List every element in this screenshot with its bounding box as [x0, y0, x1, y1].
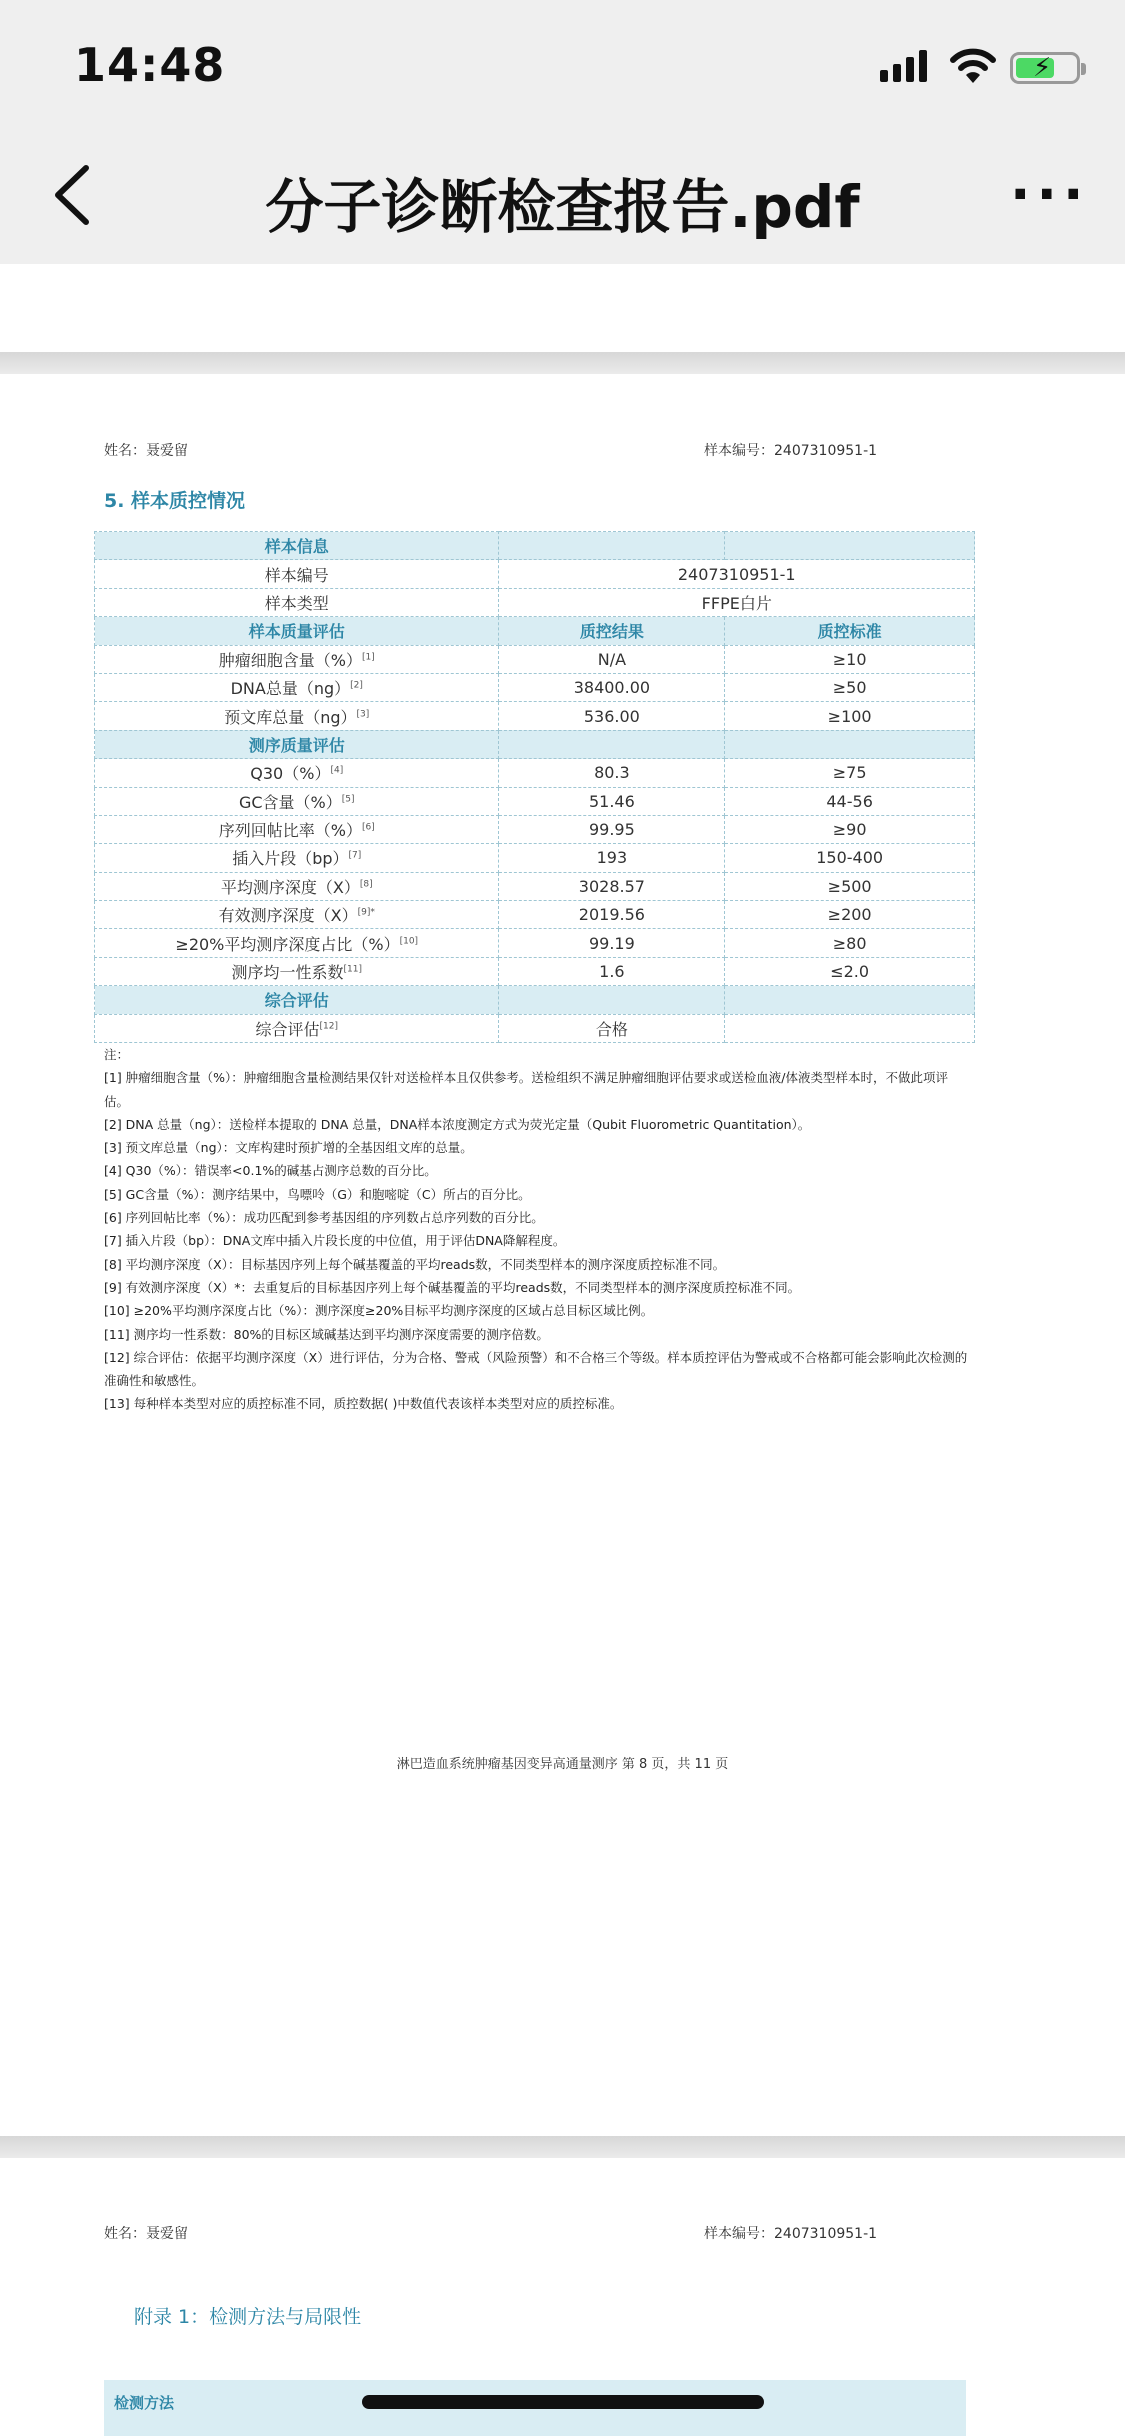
home-indicator[interactable]: [362, 2395, 764, 2409]
note-line: [3] 预文库总量（ng）：文库构建时预扩增的全基因组文库的总量。: [104, 1140, 473, 1156]
table-cell: 2407310951-1: [499, 560, 975, 588]
note-line: [12] 综合评估：依据平均测序深度（X）进行评估，分为合格、警戒（风险预警）和不合格三个等级。样本质控评估为警戒或不合格都可能会影响此次检测的准确性和敏感性。: [104, 1349, 968, 1389]
note-line: [6] 序列回帖比率（%）：成功匹配到参考基因组的序列数占总序列数的百分比。: [104, 1210, 544, 1226]
note-line: [11] 测序均一性系数：80%的目标区域碱基达到平均测序深度需要的测序倍数。: [104, 1326, 549, 1342]
table-cell: 质控标准: [725, 617, 975, 645]
table-cell: ≥100: [725, 702, 975, 730]
table-cell: Q30（%）[4]: [95, 759, 499, 787]
reference-mark: [6]: [361, 822, 375, 833]
page-footer: 淋巴造血系统肿瘤基因变异高通量测序 第 8 页，共 11 页: [396, 1757, 729, 1772]
table-cell: 综合评估[12]: [95, 1014, 499, 1042]
table-cell: [725, 986, 975, 1014]
table-cell: 51.46: [499, 787, 725, 815]
reference-mark: [7]: [348, 851, 362, 862]
table-cell: N/A: [499, 645, 725, 673]
table-cell: [725, 532, 975, 560]
table-row: [95, 617, 975, 645]
table-cell: 1.6: [499, 957, 725, 985]
note-line: [8] 平均测序深度（X）：目标基因序列上每个碱基覆盖的平均reads数，不同类型样本的测序深度质控标准不同。: [104, 1256, 726, 1272]
table-cell: ≥200: [725, 901, 975, 929]
table-row: [95, 702, 975, 730]
table-cell: ≥20%平均测序深度占比（%）[10]: [95, 929, 499, 957]
note-line: [7] 插入片段（bp）：DNA文库中插入片段长度的中位值，用于评估DNA降解程度。: [104, 1233, 566, 1249]
table-row: [95, 532, 975, 560]
table-cell: FFPE白片: [499, 588, 975, 616]
note-line: [13] 每种样本类型对应的质控标准不同，质控数据( )中数值代表该样本类型对应的质控标准。: [104, 1396, 623, 1412]
table-cell: 样本类型: [95, 588, 499, 616]
table-row: [95, 588, 975, 616]
table-row: [95, 986, 975, 1014]
table-cell: ≥80: [725, 929, 975, 957]
table-cell: DNA总量（ng）[2]: [95, 673, 499, 701]
status-time: 14:48: [74, 38, 226, 92]
table-row: [95, 787, 975, 815]
table-cell: ≤2.0: [725, 957, 975, 985]
table-cell: 44-56: [725, 787, 975, 815]
table-cell: 测序均一性系数[11]: [95, 957, 499, 985]
method-label: 检测方法: [114, 2394, 175, 2412]
table-cell: 插入片段（bp）[7]: [95, 844, 499, 872]
table-cell: [725, 1014, 975, 1042]
cellular-signal-icon: [880, 50, 927, 82]
reference-mark: [9]*: [357, 907, 375, 918]
table-cell: ≥50: [725, 673, 975, 701]
note-line: [1] 肿瘤细胞含量（%）：肿瘤细胞含量检测结果仅针对送检样本且仅供参考。送检组织不满足肿瘤细胞评估要求或送检血液/体液类型样本时，不做此项评估。: [104, 1070, 949, 1109]
reference-mark: [12]: [319, 1021, 338, 1032]
note-line: 注：: [104, 1047, 130, 1062]
table-cell: 序列回帖比率（%）[6]: [95, 815, 499, 843]
table-row: [95, 759, 975, 787]
table-cell: 测序质量评估: [95, 730, 499, 758]
sample-id: 样本编号：2407310951-1: [704, 443, 878, 459]
table-cell: 38400.00: [499, 673, 725, 701]
table-cell: 99.19: [499, 929, 725, 957]
table-cell: 3028.57: [499, 872, 725, 900]
table-row: [95, 730, 975, 758]
table-cell: 质控结果: [499, 617, 725, 645]
reference-mark: [11]: [343, 964, 362, 975]
table-cell: 平均测序深度（X）[8]: [95, 872, 499, 900]
table-cell: ≥500: [725, 872, 975, 900]
table-row: [95, 815, 975, 843]
section-title: 5. 样本质控情况: [104, 490, 246, 512]
table-cell: 536.00: [499, 702, 725, 730]
note-line: [9] 有效测序深度（X）*：去重复后的目标基因序列上每个碱基覆盖的平均reads数，不同类型样本的测序深度质控标准不同。: [104, 1279, 801, 1295]
table-cell: [499, 532, 725, 560]
reference-mark: [1]: [361, 652, 375, 663]
qc-table: [94, 531, 975, 1043]
reference-mark: [2]: [350, 680, 363, 691]
sample-id: 样本编号：2407310951-1: [704, 2226, 878, 2242]
table-cell: 预文库总量（ng）[3]: [95, 702, 499, 730]
table-cell: 80.3: [499, 759, 725, 787]
table-row: [95, 872, 975, 900]
reference-mark: [5]: [341, 794, 355, 805]
reference-mark: [3]: [356, 709, 370, 720]
table-cell: GC含量（%）[5]: [95, 787, 499, 815]
table-row: [95, 673, 975, 701]
more-options-icon[interactable]: ···: [1010, 163, 1090, 226]
table-cell: 193: [499, 844, 725, 872]
table-cell: 合格: [499, 1014, 725, 1042]
table-row: [95, 929, 975, 957]
reference-mark: [8]: [359, 879, 373, 890]
table-cell: ≥90: [725, 815, 975, 843]
table-row: [95, 901, 975, 929]
table-cell: 综合评估: [95, 986, 499, 1014]
table-row: [95, 844, 975, 872]
notes: [104, 1043, 972, 1416]
table-row: [95, 957, 975, 985]
patient-name: 姓名：聂爱留: [104, 443, 188, 459]
battery-icon: ⚡: [1010, 52, 1080, 84]
table-cell: 99.95: [499, 815, 725, 843]
table-cell: 有效测序深度$(X)^{[9]*}$: [95, 901, 499, 929]
table-row: [95, 645, 975, 673]
table-cell: 样本信息: [95, 532, 499, 560]
table-cell: 150-400: [725, 844, 975, 872]
top-bar: [0, 0, 1125, 264]
table-cell: 样本编号: [95, 560, 499, 588]
table-cell: [499, 730, 725, 758]
table-cell: 2019.56: [499, 901, 725, 929]
table-cell: ≥10: [725, 645, 975, 673]
note-line: [2] DNA 总量（ng）：送检样本提取的 DNA 总量，DNA样本浓度测定方式为荧光定量（Qubit Fluorometric Quantitation）。: [104, 1116, 811, 1132]
table-cell: [725, 730, 975, 758]
table-cell: [499, 986, 725, 1014]
patient-name: 姓名：聂爱留: [104, 2226, 188, 2242]
note-line: [5] GC含量（%）：测序结果中，鸟嘌呤（G）和胞嘧啶（C）所占的百分比。: [104, 1186, 531, 1202]
document-title: 分子诊断检查报告.pdf: [265, 173, 860, 241]
table-row: [95, 1014, 975, 1042]
table-cell: 样本质量评估: [95, 617, 499, 645]
table-cell: ≥75: [725, 759, 975, 787]
reference-mark: [4]: [330, 765, 344, 776]
table-cell: 肿瘤细胞含量（%）[1]: [95, 645, 499, 673]
appendix-title: 附录 1：检测方法与局限性: [134, 2306, 362, 2328]
table-row: [95, 560, 975, 588]
note-line: [10] ≥20%平均测序深度占比（%）：测序深度≥20%目标平均测序深度的区域占总目标区域比例。: [104, 1303, 654, 1319]
reference-mark: [10]: [399, 936, 419, 947]
page-separator: [0, 2136, 1125, 2158]
page-separator: [0, 352, 1125, 374]
wifi-icon: [950, 46, 996, 86]
note-line: [4] Q30（%）：错误率<0.1%的碱基占测序总数的百分比。: [104, 1163, 437, 1179]
